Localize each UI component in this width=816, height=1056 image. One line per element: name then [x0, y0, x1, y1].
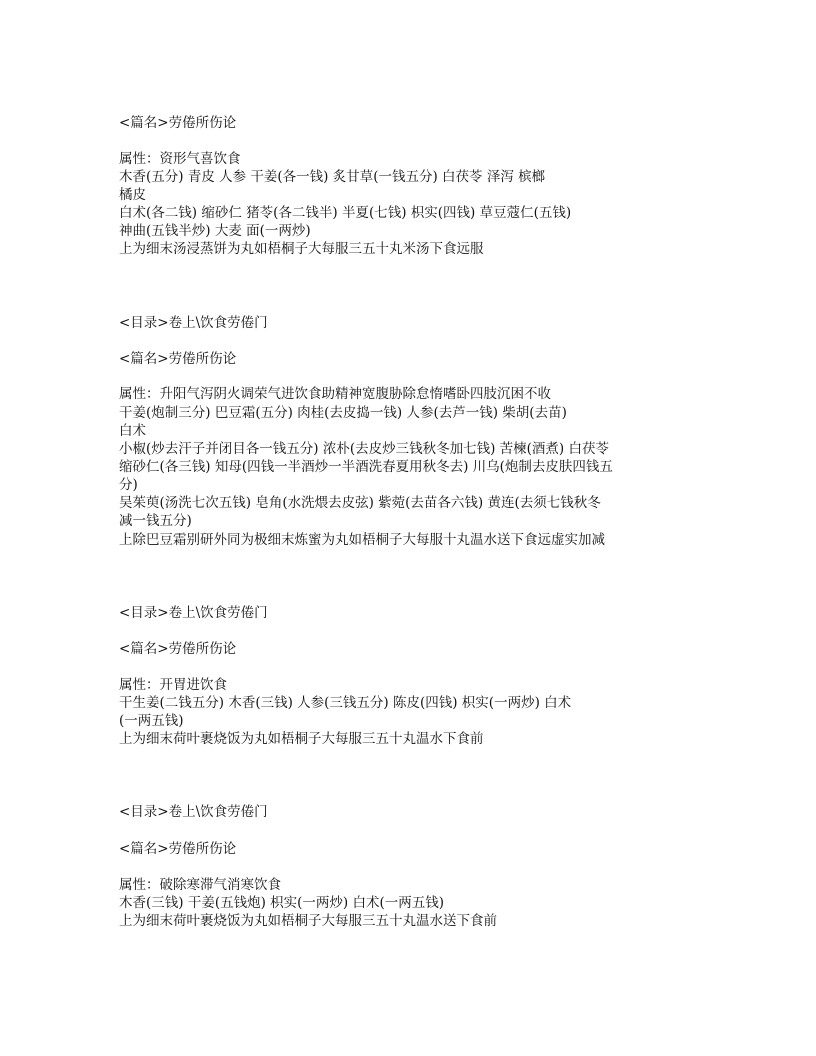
catalog-line: <目录>卷上\饮食劳倦门 [119, 804, 268, 820]
ingredient-line: 缩砂仁(各三钱) 知母(四钱一半酒炒一半酒洗春夏用秋冬去) 川乌(炮制去皮肤四钱五 [119, 459, 613, 475]
ingredient-line: (一两五钱) [119, 713, 184, 729]
attribute-line: 属性：破除寒滞气消寒饮食 [119, 877, 281, 893]
preparation-line: 上除巴豆霜别研外同为极细末炼蜜为丸如梧桐子大每服十丸温水送下食远虚实加减 [119, 532, 605, 548]
ingredient-line: 白术 [119, 423, 146, 439]
catalog-line: <目录>卷上\饮食劳倦门 [119, 315, 268, 331]
ingredient-line: 分) [119, 477, 138, 493]
ingredient-line: 木香(三钱) 干姜(五钱炮) 枳实(一两炒) 白术(一两五钱) [119, 895, 445, 911]
ingredient-line: 白术(各二钱) 缩砂仁 猪苓(各二钱半) 半夏(七钱) 枳实(四钱) 草豆蔻仁(五钱) [119, 205, 572, 221]
preparation-line: 上为细末荷叶裹烧饭为丸如梧桐子大每服三五十丸温水下食前 [119, 731, 484, 747]
section-title: <篇名>劳倦所伤论 [119, 841, 237, 857]
preparation-line: 上为细末汤浸蒸饼为丸如梧桐子大每服三五十丸米汤下食远服 [119, 241, 484, 257]
section-title: <篇名>劳倦所伤论 [119, 351, 237, 367]
ingredient-line: 吴茱萸(汤洗七次五钱) 皂角(水洗煨去皮弦) 紫菀(去苗各六钱) 黄连(去须七钱秋冬 [119, 495, 601, 511]
ingredient-line: 神曲(五钱半炒) 大麦 面(一两炒) [119, 223, 311, 239]
ingredient-line: 橘皮 [119, 187, 146, 203]
ingredient-line: 木香(五分) 青皮 人参 干姜(各一钱) 炙甘草(一钱五分) 白茯苓 泽泻 槟榔 [119, 169, 546, 185]
attribute-line: 属性：升阳气泻阴火调荣气进饮食助精神宽腹胁除怠惰嗜卧四肢沉困不收 [119, 386, 551, 402]
section-title: <篇名>劳倦所伤论 [119, 641, 237, 657]
ingredient-line: 小椒(炒去汗子并闭目各一钱五分) 浓朴(去皮炒三钱秋冬加七钱) 苦楝(酒煮) 白茯苓 [119, 441, 609, 457]
ingredient-line: 干生姜(二钱五分) 木香(三钱) 人参(三钱五分) 陈皮(四钱) 枳实(一两炒) 白术 [119, 695, 572, 711]
preparation-line: 上为细末荷叶裹烧饭为丸如梧桐子大每服三五十丸温水送下食前 [119, 913, 497, 929]
attribute-line: 属性：开胃进饮食 [119, 677, 227, 693]
ingredient-line: 减一钱五分) [119, 513, 192, 529]
catalog-line: <目录>卷上\饮食劳倦门 [119, 605, 268, 621]
ingredient-line: 干姜(炮制三分) 巴豆霜(五分) 肉桂(去皮捣一钱) 人参(去芦一钱) 柴胡(去苗) [119, 405, 567, 421]
section-title: <篇名>劳倦所伤论 [119, 115, 237, 131]
attribute-line: 属性：资形气喜饮食 [119, 151, 241, 167]
